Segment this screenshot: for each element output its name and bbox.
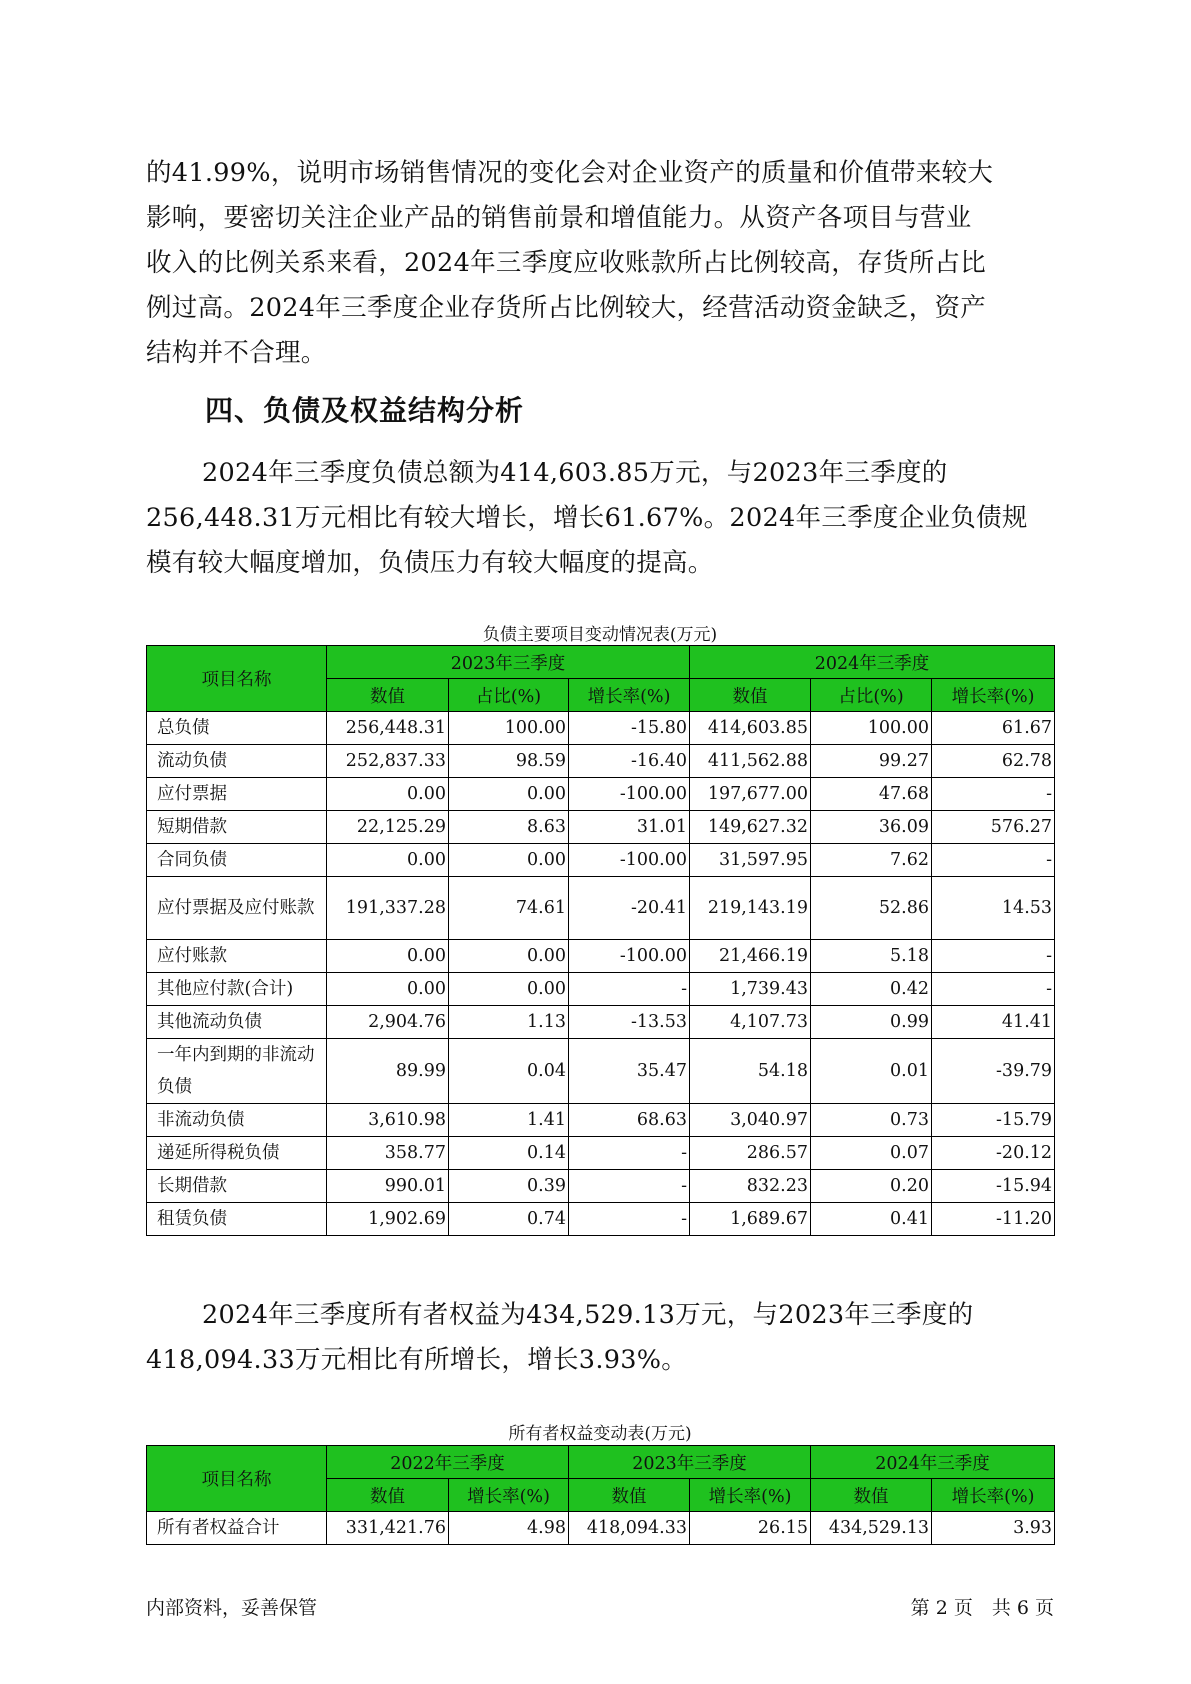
table-cell: 414,603.85: [690, 712, 811, 745]
table-cell: 26.15: [690, 1512, 811, 1545]
table-cell: -: [569, 973, 690, 1006]
row-label: 长期借款: [147, 1170, 327, 1203]
table-cell: 0.00: [327, 973, 449, 1006]
text-line: 例过高。2024年三季度企业存货所占比例较大，经营活动资金缺乏，资产: [146, 293, 987, 323]
table-cell: 832.23: [690, 1170, 811, 1203]
table-row: [147, 712, 1055, 745]
table-cell: 3.93: [932, 1512, 1055, 1545]
column-header: 增长率(%): [932, 679, 1055, 712]
table-cell: 1,739.43: [690, 973, 811, 1006]
equity-paragraph: [146, 1293, 1046, 1383]
table-cell: 197,677.00: [690, 778, 811, 811]
table-cell: 990.01: [327, 1170, 449, 1203]
table-cell: 62.78: [932, 745, 1055, 778]
row-label: 递延所得税负债: [147, 1137, 327, 1170]
table-cell: 31.01: [569, 811, 690, 844]
period-header: 2022年三季度: [327, 1446, 569, 1479]
column-header: 占比(%): [811, 679, 932, 712]
table-cell: 149,627.32: [690, 811, 811, 844]
column-header-item: 项目名称: [147, 646, 327, 712]
table-cell: 3,040.97: [690, 1104, 811, 1137]
table-cell: 68.63: [569, 1104, 690, 1137]
liability-table: [146, 645, 1055, 1236]
table-cell: 0.00: [327, 778, 449, 811]
table-cell: 35.47: [569, 1039, 690, 1104]
table-cell: 99.27: [811, 745, 932, 778]
table-cell: 74.61: [449, 877, 569, 940]
table-cell: 0.20: [811, 1170, 932, 1203]
table-cell: -: [569, 1137, 690, 1170]
text-line: 2024年三季度所有者权益为434,529.13万元，与2023年三季度的: [202, 1300, 974, 1330]
intro-paragraph: [146, 151, 1046, 376]
table-row: [147, 1512, 1055, 1545]
table-cell: 252,837.33: [327, 745, 449, 778]
table-cell: -100.00: [569, 778, 690, 811]
row-label: 租赁负债: [147, 1203, 327, 1236]
column-header: 数值: [690, 679, 811, 712]
liability-paragraph: [146, 451, 1046, 586]
table-cell: 418,094.33: [569, 1512, 690, 1545]
table-cell: 0.99: [811, 1006, 932, 1039]
table-cell: 100.00: [449, 712, 569, 745]
table-cell: 1.41: [449, 1104, 569, 1137]
table-cell: 0.00: [449, 844, 569, 877]
table-cell: -: [569, 1203, 690, 1236]
row-label: 总负债: [147, 712, 327, 745]
period-header: 2023年三季度: [569, 1446, 811, 1479]
table-cell: 52.86: [811, 877, 932, 940]
table-cell: 8.63: [449, 811, 569, 844]
table-row: [147, 844, 1055, 877]
row-label: 应付票据及应付账款: [147, 877, 327, 940]
table-cell: 98.59: [449, 745, 569, 778]
table-cell: -39.79: [932, 1039, 1055, 1104]
row-label: 应付账款: [147, 940, 327, 973]
table-row: [147, 1137, 1055, 1170]
liability-table-caption: 负债主要项目变动情况表(万元): [482, 625, 718, 645]
table-cell: -16.40: [569, 745, 690, 778]
table-cell: 54.18: [690, 1039, 811, 1104]
table-cell: -20.41: [569, 877, 690, 940]
table-cell: 0.00: [327, 844, 449, 877]
row-label: 流动负债: [147, 745, 327, 778]
table-cell: -100.00: [569, 844, 690, 877]
column-header: 增长率(%): [569, 679, 690, 712]
table-cell: -: [569, 1170, 690, 1203]
table-cell: 100.00: [811, 712, 932, 745]
table-cell: -13.53: [569, 1006, 690, 1039]
table-cell: 47.68: [811, 778, 932, 811]
table-cell: 89.99: [327, 1039, 449, 1104]
table-cell: 256,448.31: [327, 712, 449, 745]
table-row: [147, 745, 1055, 778]
table-cell: 61.67: [932, 712, 1055, 745]
table-cell: -: [932, 940, 1055, 973]
table-cell: 1,689.67: [690, 1203, 811, 1236]
column-header: 增长率(%): [449, 1479, 569, 1512]
column-header: 数值: [327, 1479, 449, 1512]
column-header: 增长率(%): [690, 1479, 811, 1512]
text-line: 256,448.31万元相比有较大增长，增长61.67%。2024年三季度企业负债规: [146, 503, 1028, 533]
table-cell: 0.73: [811, 1104, 932, 1137]
table-cell: -15.80: [569, 712, 690, 745]
table-cell: 0.07: [811, 1137, 932, 1170]
table-cell: 0.00: [449, 940, 569, 973]
table-cell: 0.00: [449, 778, 569, 811]
table-cell: 331,421.76: [327, 1512, 449, 1545]
period-header: 2023年三季度: [327, 646, 690, 679]
section-heading: 四、负债及权益结构分析: [205, 394, 525, 427]
footer-page-number: 第 2 页 共 6 页: [910, 1597, 1054, 1619]
row-label: 其他应付款(合计): [147, 973, 327, 1006]
column-header: 数值: [569, 1479, 690, 1512]
table-cell: 0.04: [449, 1039, 569, 1104]
column-header: 数值: [327, 679, 449, 712]
text-line: 模有较大幅度增加，负债压力有较大幅度的提高。: [146, 548, 714, 578]
table-cell: 14.53: [932, 877, 1055, 940]
table-cell: -15.94: [932, 1170, 1055, 1203]
table-cell: 4.98: [449, 1512, 569, 1545]
text-line: 影响，要密切关注企业产品的销售前景和增值能力。从资产各项目与营业: [146, 203, 972, 233]
column-header: 占比(%): [449, 679, 569, 712]
column-header: 增长率(%): [932, 1479, 1055, 1512]
footer-confidential: 内部资料，妥善保管: [146, 1597, 318, 1619]
table-row: [147, 1006, 1055, 1039]
table-cell: -: [932, 844, 1055, 877]
table-row: [147, 1039, 1055, 1104]
table-cell: 0.41: [811, 1203, 932, 1236]
table-row: [147, 1104, 1055, 1137]
table-row: [147, 811, 1055, 844]
row-label: 短期借款: [147, 811, 327, 844]
table-cell: 1,902.69: [327, 1203, 449, 1236]
table-cell: 7.62: [811, 844, 932, 877]
table-cell: 0.00: [449, 973, 569, 1006]
table-cell: 0.39: [449, 1170, 569, 1203]
table-cell: 1.13: [449, 1006, 569, 1039]
table-row: [147, 940, 1055, 973]
table-cell: -: [932, 973, 1055, 1006]
table-row: [147, 877, 1055, 940]
row-label: 合同负债: [147, 844, 327, 877]
table-cell: 576.27: [932, 811, 1055, 844]
table-cell: 41.41: [932, 1006, 1055, 1039]
table-cell: 31,597.95: [690, 844, 811, 877]
row-label: 其他流动负债: [147, 1006, 327, 1039]
equity-table: [146, 1445, 1055, 1545]
table-cell: 0.14: [449, 1137, 569, 1170]
table-cell: -: [932, 778, 1055, 811]
period-header: 2024年三季度: [811, 1446, 1055, 1479]
row-label: 一年内到期的非流动负债: [147, 1039, 327, 1104]
table-cell: 21,466.19: [690, 940, 811, 973]
table-cell: 219,143.19: [690, 877, 811, 940]
table-cell: -100.00: [569, 940, 690, 973]
table-cell: 0.74: [449, 1203, 569, 1236]
table-row: [147, 778, 1055, 811]
table-cell: 4,107.73: [690, 1006, 811, 1039]
table-cell: 2,904.76: [327, 1006, 449, 1039]
row-label: 应付票据: [147, 778, 327, 811]
row-label: 所有者权益合计: [147, 1512, 327, 1545]
text-line: 2024年三季度负债总额为414,603.85万元，与2023年三季度的: [202, 458, 948, 488]
period-header: 2024年三季度: [690, 646, 1055, 679]
table-cell: 3,610.98: [327, 1104, 449, 1137]
table-cell: 5.18: [811, 940, 932, 973]
table-cell: 0.00: [327, 940, 449, 973]
table-cell: 286.57: [690, 1137, 811, 1170]
table-cell: -20.12: [932, 1137, 1055, 1170]
table-cell: 191,337.28: [327, 877, 449, 940]
table-cell: -11.20: [932, 1203, 1055, 1236]
row-label: 非流动负债: [147, 1104, 327, 1137]
table-cell: 434,529.13: [811, 1512, 932, 1545]
table-cell: 411,562.88: [690, 745, 811, 778]
table-row: [147, 973, 1055, 1006]
text-line: 的41.99%，说明市场销售情况的变化会对企业资产的质量和价值带来较大: [146, 158, 994, 188]
table-row: [147, 1203, 1055, 1236]
text-line: 收入的比例关系来看，2024年三季度应收账款所占比例较高，存货所占比: [146, 248, 987, 278]
table-cell: 0.42: [811, 973, 932, 1006]
table-cell: 22,125.29: [327, 811, 449, 844]
table-cell: 36.09: [811, 811, 932, 844]
column-header-item: 项目名称: [147, 1446, 327, 1512]
column-header: 数值: [811, 1479, 932, 1512]
table-row: [147, 1170, 1055, 1203]
text-line: 结构并不合理。: [146, 338, 327, 368]
equity-table-caption: 所有者权益变动表(万元): [508, 1424, 692, 1444]
table-cell: 0.01: [811, 1039, 932, 1104]
text-line: 418,094.33万元相比有所增长，增长3.93%。: [146, 1345, 688, 1375]
table-cell: -15.79: [932, 1104, 1055, 1137]
table-cell: 358.77: [327, 1137, 449, 1170]
